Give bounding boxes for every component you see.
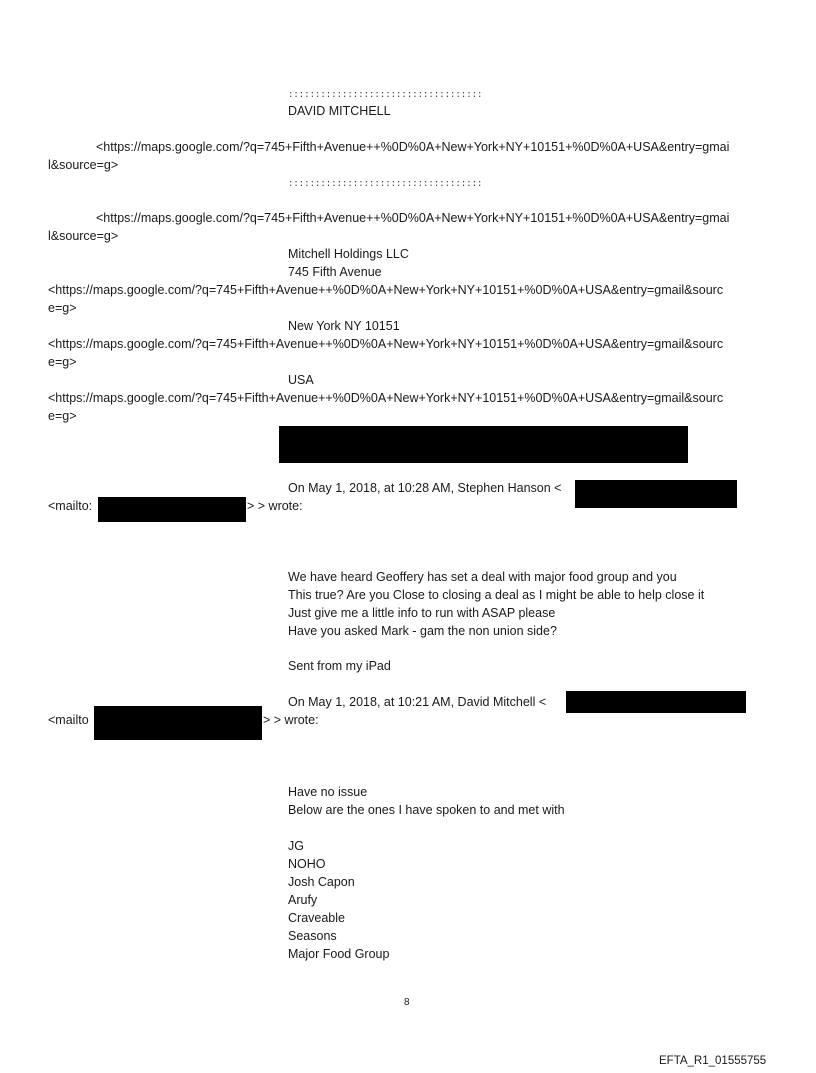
country: USA [288,373,314,387]
list-item: Craveable [288,911,345,925]
map-link-continued[interactable]: e=g> [48,355,77,369]
redaction-block [279,426,688,463]
separator-line: :::::::::::::::::::::::::::::::::::: [288,90,483,100]
sent-from: Sent from my iPad [288,659,391,673]
message-line: Have you asked Mark - gam the non union side? [288,624,557,638]
list-item: Seasons [288,929,337,943]
reply-header: On May 1, 2018, at 10:28 AM, Stephen Hanson < [288,481,562,495]
message-line: Just give me a little info to run with ASAP please [288,606,556,620]
map-link-continued[interactable]: e=g> [48,409,77,423]
page-number: 8 [404,997,410,1008]
company-name: Mitchell Holdings LLC [288,247,409,261]
map-link-continued[interactable]: l&source=g> [48,158,119,172]
street-address: 745 Fifth Avenue [288,265,382,279]
list-item: Josh Capon [288,875,355,889]
separator-line: :::::::::::::::::::::::::::::::::::: [288,179,483,189]
map-link[interactable]: <https://maps.google.com/?q=745+Fifth+Avenue++%0D%0A+New+York+NY+10151+%0D%0A+USA&entry=gmail&sourc [48,283,724,297]
message-line: We have heard Geoffery has set a deal with major food group and you [288,570,677,584]
list-item: Arufy [288,893,318,907]
wrote-label: > > wrote: [247,499,303,513]
map-link-continued[interactable]: e=g> [48,301,77,315]
map-link[interactable]: <https://maps.google.com/?q=745+Fifth+Avenue++%0D%0A+New+York+NY+10151+%0D%0A+USA&entry=gmail&sourc [48,337,724,351]
map-link[interactable]: <https://maps.google.com/?q=745+Fifth+Avenue++%0D%0A+New+York+NY+10151+%0D%0A+USA&entry=gmail&sourc [48,391,724,405]
list-item: Major Food Group [288,947,390,961]
signature-name: DAVID MITCHELL [288,104,391,118]
document-id: EFTA_R1_01555755 [659,1055,767,1067]
redaction-block [98,497,246,522]
message-line: Below are the ones I have spoken to and met with [288,803,565,817]
mailto-label: <mailto: [48,499,93,513]
city-address: New York NY 10151 [288,319,400,333]
reply-header: On May 1, 2018, at 10:21 AM, David Mitchell < [288,695,547,709]
redaction-block [575,480,737,508]
map-link[interactable]: <https://maps.google.com/?q=745+Fifth+Avenue++%0D%0A+New+York+NY+10151+%0D%0A+USA&entry=gmai [96,211,730,225]
redaction-block [94,706,262,740]
redaction-block [566,691,746,713]
mailto-label: <mailto [48,713,89,727]
message-line: Have no issue [288,785,368,799]
list-item: NOHO [288,857,326,871]
map-link-continued[interactable]: l&source=g> [48,229,119,243]
list-item: JG [288,839,304,853]
map-link[interactable]: <https://maps.google.com/?q=745+Fifth+Avenue++%0D%0A+New+York+NY+10151+%0D%0A+USA&entry=gmai [96,140,730,154]
message-line: This true? Are you Close to closing a deal as I might be able to help close it [288,588,705,602]
wrote-label: > > wrote: [263,713,319,727]
